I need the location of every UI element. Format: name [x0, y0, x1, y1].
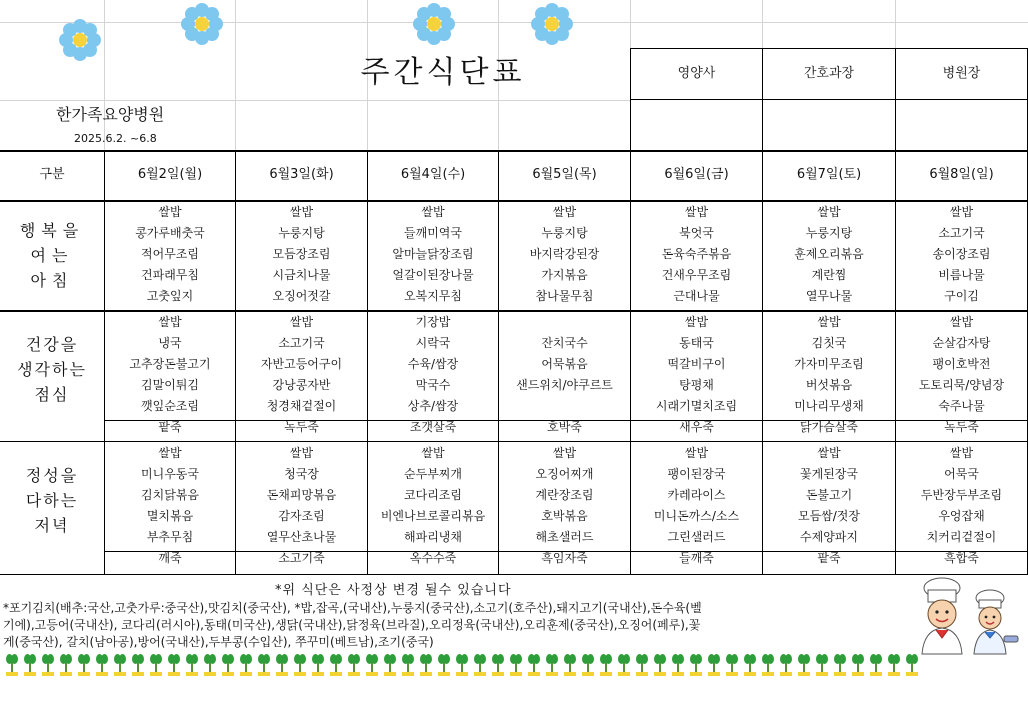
approval-head-nurse: 간호과장 [803, 66, 855, 81]
sprout-icon [6, 652, 18, 676]
page-title: 주간식단표 [360, 55, 526, 90]
menu-item-dinner-thu: 호박볶음 [541, 509, 588, 523]
menu-item-breakfast-tue: 모듬장조림 [272, 247, 331, 261]
menu-item-dinner-sat: 팥죽 [817, 551, 841, 565]
day-header-tue: 6월3일(화) [269, 167, 334, 182]
menu-item-breakfast-wed: 쌀밥 [421, 205, 445, 219]
sprout-icon [420, 652, 432, 676]
menu-item-breakfast-fri: 돈육숙주볶음 [661, 247, 732, 261]
approval-nutritionist: 영양사 [677, 66, 716, 81]
menu-item-dinner-mon: 멸치볶음 [146, 509, 194, 523]
day-header-wed: 6월4일(수) [400, 167, 466, 182]
menu-item-lunch-tue: 쌀밥 [289, 315, 314, 329]
menu-item-lunch-fri: 동태국 [679, 336, 714, 350]
menu-item-breakfast-sun: 구이김 [944, 289, 979, 303]
sprout-icon [78, 652, 90, 676]
sprout-icon [456, 652, 468, 676]
menu-item-breakfast-fri: 건새우무조림 [661, 268, 732, 282]
sprout-icon [852, 652, 864, 676]
menu-item-dinner-tue: 소고기죽 [278, 551, 325, 565]
sprout-icon [870, 652, 882, 676]
menu-item-lunch-sun: 쌀밥 [949, 315, 974, 329]
menu-item-dinner-fri: 들깨죽 [679, 551, 714, 565]
day-header-mon: 6월2일(월) [137, 167, 203, 182]
menu-item-dinner-sun: 치커리겉절이 [926, 530, 997, 544]
menu-item-breakfast-thu: 참나물무침 [535, 289, 594, 303]
menu-item-dinner-sun: 어묵국 [944, 467, 979, 481]
origin-line-1: *포기김치(배추:국산,고춧가루:중국산),맛김치(중국산), *밥,잡곡,(국내산),누룽지(중국산),소고기(호주산),돼지고기(국내산),돈수육(벨 [3, 601, 702, 615]
menu-item-breakfast-tue: 시금치나물 [272, 268, 331, 282]
sprout-icon [186, 652, 198, 676]
menu-item-dinner-thu: 오징어찌개 [535, 467, 594, 481]
sprout-icon [384, 652, 396, 676]
meal-label-lunch: 건강을 생각하는 점심 [17, 335, 87, 404]
sprout-icon [60, 652, 72, 676]
menu-item-breakfast-wed: 오복지무침 [404, 289, 462, 303]
sprout-icon [402, 652, 414, 676]
meal-label-breakfast: 행복을 여는 아침 [19, 221, 85, 290]
menu-item-lunch-sun: 숙주나물 [938, 399, 985, 413]
menu-item-lunch-tue: 청경채겉절이 [266, 399, 337, 413]
menu-item-breakfast-sun: 비름나물 [938, 268, 985, 282]
menu-item-lunch-sun: 팽이호박전 [932, 357, 991, 371]
menu-item-dinner-sat: 쌀밥 [817, 446, 841, 460]
sprout-icon [528, 652, 540, 676]
menu-item-dinner-fri: 미니돈까스/소스 [653, 509, 740, 523]
menu-item-breakfast-sun: 쌀밥 [949, 205, 974, 219]
sprout-icon [690, 652, 702, 676]
day-header-fri: 6월6일(금) [664, 167, 729, 182]
menu-item-dinner-tue: 감자조림 [278, 509, 325, 523]
menu-item-breakfast-sat: 훈제오리볶음 [794, 247, 864, 261]
menu-item-breakfast-tue: 쌀밥 [289, 205, 314, 219]
menu-item-breakfast-wed: 얼갈이된장나물 [392, 268, 474, 282]
menu-item-lunch-mon: 팥죽 [158, 420, 182, 434]
menu-item-lunch-sat: 가자미무조림 [794, 357, 864, 371]
menu-item-breakfast-tue: 누룽지탕 [278, 226, 325, 240]
sprout-icon [42, 652, 54, 676]
corner-label: 구분 [39, 167, 65, 182]
sprout-icon [546, 652, 558, 676]
menu-item-lunch-fri: 떡갈비구이 [667, 357, 726, 371]
sprout-icon [816, 652, 828, 676]
sprout-icon [906, 652, 918, 676]
menu-item-dinner-thu: 계란장조림 [535, 488, 594, 502]
menu-item-lunch-tue: 강낭콩자반 [272, 378, 331, 392]
menu-item-dinner-wed: 옥수수죽 [409, 551, 457, 565]
menu-item-lunch-mon: 고추장돈불고기 [129, 357, 211, 371]
day-header-thu: 6월5일(목) [532, 167, 597, 182]
sprout-icon [294, 652, 306, 676]
menu-item-breakfast-sat: 계란찜 [811, 268, 847, 282]
menu-item-dinner-mon: 김치닭볶음 [141, 488, 199, 502]
sprout-icon [672, 652, 684, 676]
sprout-icon [24, 652, 36, 676]
origin-line-2: 기에),고등어(국내산), 코다리(러시아),동태(미국산),생닭(국내산),닭정육(브라질),오리정육(국내산),오리훈제(중국산),오징어(페루),꽃 [3, 618, 701, 632]
menu-period: 2025.6.2. ~6.8 [74, 132, 157, 145]
menu-item-lunch-thu: 잔치국수 [541, 336, 588, 350]
sprout-icon [366, 652, 378, 676]
menu-item-dinner-thu: 흑임자죽 [541, 551, 588, 565]
sprout-icon [258, 652, 270, 676]
menu-item-breakfast-mon: 콩가루배춧국 [135, 226, 205, 240]
menu-item-dinner-tue: 청국장 [284, 467, 319, 481]
hospital-name: 한가족요양병원 [56, 105, 165, 124]
origin-line-3: 게(중국산), 갈치(남아공),방어(국내산),두부콩(수입산), 쭈꾸미(베트남),조기(중국) [3, 635, 434, 649]
menu-item-lunch-fri: 시래기멸치조림 [655, 399, 738, 413]
sprout-icon [132, 652, 144, 676]
sprout-icon [276, 652, 288, 676]
menu-item-breakfast-sat: 쌀밥 [817, 205, 841, 219]
sprout-icon [222, 652, 234, 676]
menu-item-lunch-tue: 녹두죽 [284, 420, 319, 434]
sprout-icon [780, 652, 792, 676]
sprout-icon [888, 652, 900, 676]
sprout-icon [600, 652, 612, 676]
menu-item-lunch-sun: 도토리묵/양념장 [918, 378, 1005, 392]
menu-item-lunch-mon: 냉국 [158, 336, 182, 350]
sprout-icon [564, 652, 576, 676]
menu-item-breakfast-fri: 근대나물 [673, 289, 720, 303]
menu-item-lunch-mon: 쌀밥 [158, 315, 182, 329]
menu-item-dinner-tue: 열무산초나물 [266, 530, 337, 544]
menu-item-lunch-sat: 쌀밥 [817, 315, 841, 329]
menu-item-lunch-wed: 시락국 [415, 336, 451, 350]
menu-item-lunch-sat: 버섯볶음 [805, 378, 853, 392]
menu-item-lunch-fri: 탕평채 [679, 378, 714, 392]
chefs-illustration-icon [900, 576, 1026, 656]
sprout-icon [636, 652, 648, 676]
menu-item-dinner-mon: 부추무침 [146, 530, 194, 544]
menu-item-lunch-sat: 미나리무생채 [794, 399, 864, 413]
sprout-icon [582, 652, 594, 676]
menu-item-dinner-wed: 코다리조림 [404, 488, 462, 502]
menu-item-breakfast-sat: 열무나물 [805, 289, 853, 303]
approval-director: 병원장 [942, 66, 981, 81]
menu-item-dinner-thu: 쌀밥 [552, 446, 577, 460]
menu-item-breakfast-sun: 송이장조림 [932, 247, 991, 261]
sprout-icon [312, 652, 324, 676]
menu-item-dinner-wed: 쌀밥 [421, 446, 445, 460]
menu-item-lunch-wed: 수육/쌈장 [407, 357, 459, 371]
menu-item-breakfast-mon: 쌀밥 [158, 205, 182, 219]
menu-item-dinner-sat: 돈불고기 [805, 488, 853, 502]
flower-icon [178, 0, 226, 48]
sprout-icon [654, 652, 666, 676]
menu-item-dinner-fri: 쌀밥 [684, 446, 709, 460]
menu-item-dinner-wed: 해파리냉채 [404, 530, 462, 544]
menu-item-lunch-sat: 닭가슴살죽 [800, 420, 858, 434]
menu-item-dinner-sat: 수제양파지 [800, 530, 858, 544]
menu-item-breakfast-wed: 알마늘닭장조림 [392, 247, 474, 261]
menu-item-lunch-sun: 녹두죽 [944, 420, 979, 434]
sprout-icon [510, 652, 522, 676]
menu-item-breakfast-wed: 들깨미역국 [404, 226, 462, 240]
menu-item-dinner-sun: 쌀밥 [949, 446, 974, 460]
sprout-icon [168, 652, 180, 676]
sprout-icon [330, 652, 342, 676]
menu-item-dinner-sun: 두반장두부조림 [920, 488, 1003, 502]
sprout-icon [114, 652, 126, 676]
flower-icon [56, 16, 104, 64]
menu-item-dinner-mon: 쌀밥 [158, 446, 182, 460]
sprout-icon [150, 652, 162, 676]
menu-item-lunch-thu: 호박죽 [547, 420, 582, 434]
menu-item-lunch-sat: 김칫국 [811, 336, 847, 350]
menu-item-lunch-wed: 기장밥 [415, 315, 451, 329]
menu-item-breakfast-thu: 가지볶음 [541, 268, 588, 282]
menu-item-breakfast-mon: 적어무조림 [141, 247, 199, 261]
sprout-icon [618, 652, 630, 676]
menu-item-dinner-sat: 꽃게된장국 [800, 467, 858, 481]
menu-item-lunch-tue: 자반고등어구이 [260, 357, 343, 371]
sprout-icon [798, 652, 810, 676]
sprout-icon [492, 652, 504, 676]
meal-label-dinner: 정성을 다하는 저녁 [25, 466, 79, 535]
menu-item-dinner-mon: 깨죽 [158, 551, 182, 565]
menu-item-dinner-wed: 순두부찌개 [404, 467, 462, 481]
sprout-icon [438, 652, 450, 676]
menu-item-lunch-fri: 새우죽 [679, 420, 714, 434]
menu-item-breakfast-fri: 북엇국 [679, 226, 714, 240]
sprout-icon [474, 652, 486, 676]
day-header-sun: 6월8일(일) [929, 167, 994, 182]
menu-item-dinner-fri: 카레라이스 [667, 488, 726, 502]
sprout-icon [204, 652, 216, 676]
sprout-icon [348, 652, 360, 676]
change-notice: *위 식단은 사정상 변경 될수 있습니다 [275, 583, 512, 598]
menu-item-dinner-tue: 쌀밥 [289, 446, 314, 460]
menu-item-lunch-sun: 순살감자탕 [932, 336, 991, 350]
menu-item-breakfast-sun: 소고기국 [938, 226, 985, 240]
sprout-icon [708, 652, 720, 676]
menu-item-breakfast-sat: 누룽지탕 [805, 226, 853, 240]
sprout-icon [726, 652, 738, 676]
menu-item-lunch-thu: 어묵볶음 [541, 357, 588, 371]
menu-item-lunch-mon: 김말이튀김 [141, 378, 199, 392]
menu-item-dinner-sun: 흑합죽 [944, 551, 979, 565]
menu-item-lunch-thu: 샌드위치/야쿠르트 [516, 378, 613, 392]
flower-icon [410, 0, 458, 48]
sprout-icon [240, 652, 252, 676]
menu-item-breakfast-thu: 쌀밥 [552, 205, 577, 219]
sprout-icon [834, 652, 846, 676]
menu-item-dinner-sun: 우엉잡채 [938, 509, 985, 523]
menu-item-dinner-thu: 해초샐러드 [535, 530, 594, 544]
menu-item-lunch-wed: 조갯살죽 [409, 420, 457, 434]
menu-item-dinner-fri: 그린샐러드 [667, 530, 726, 544]
sprout-icon [96, 652, 108, 676]
day-header-sat: 6월7일(토) [796, 167, 862, 182]
menu-item-lunch-fri: 쌀밥 [684, 315, 709, 329]
menu-item-breakfast-thu: 바지락강된장 [529, 247, 600, 261]
menu-item-lunch-wed: 막국수 [415, 378, 451, 392]
menu-item-dinner-wed: 비엔나브로콜리볶음 [380, 509, 486, 523]
sprout-icon [762, 652, 774, 676]
menu-item-dinner-sat: 모듬쌈/젓장 [797, 509, 860, 523]
menu-item-dinner-mon: 미니우동국 [141, 467, 199, 481]
menu-item-dinner-tue: 돈채피망볶음 [266, 488, 337, 502]
menu-item-dinner-fri: 팽이된장국 [667, 467, 726, 481]
menu-item-breakfast-mon: 고춧잎지 [146, 289, 194, 303]
menu-item-lunch-wed: 상추/쌈장 [407, 399, 459, 413]
menu-item-lunch-mon: 깻잎순조림 [141, 399, 199, 413]
menu-item-breakfast-tue: 오징어젓갈 [272, 289, 331, 303]
menu-item-breakfast-thu: 누룽지탕 [541, 226, 588, 240]
flower-icon [528, 0, 576, 48]
menu-item-breakfast-fri: 쌀밥 [684, 205, 709, 219]
menu-item-lunch-tue: 소고기국 [278, 336, 325, 350]
sprout-icon [744, 652, 756, 676]
menu-item-breakfast-mon: 건파래무침 [141, 268, 199, 282]
